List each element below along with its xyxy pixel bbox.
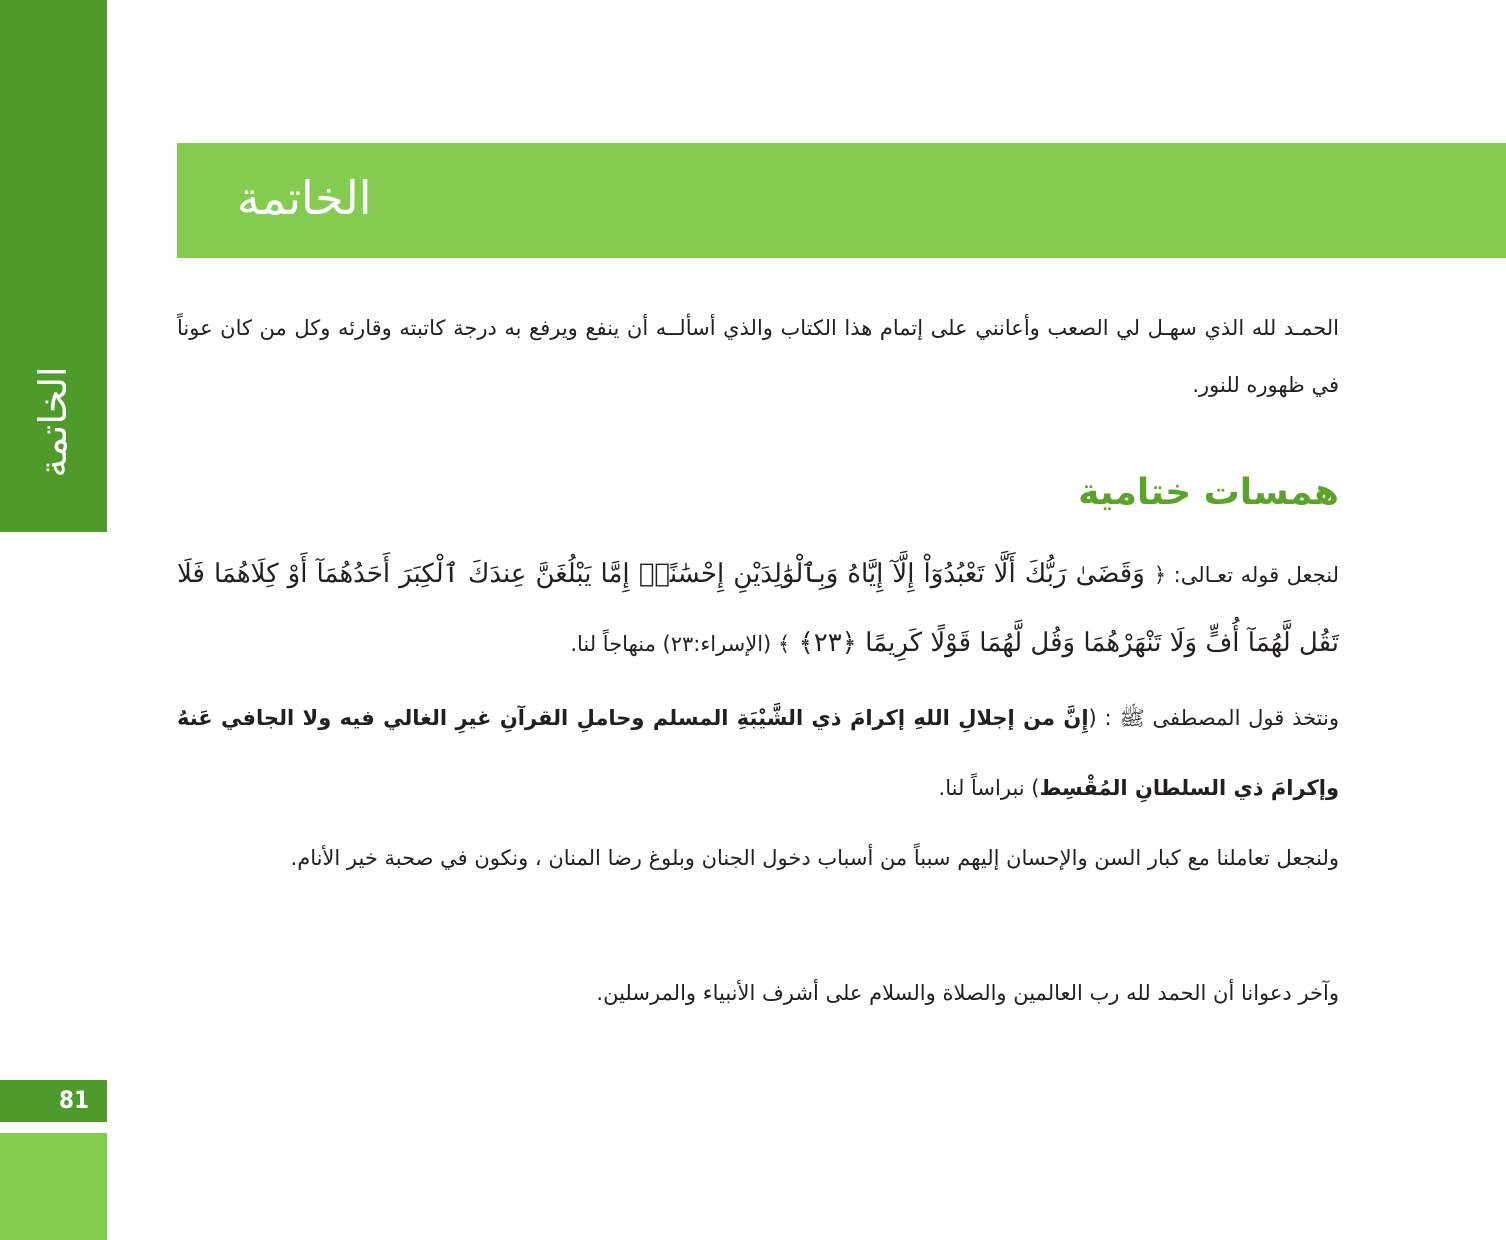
hadith-lead-in: ونتخذ قول المصطفى ﷺ : ( [1088, 706, 1339, 730]
closing-text: وآخر دعوانا أن الحمد لله رب العالمين والصلاة والسلام على أشرف الأنبياء والمرسلين. [596, 981, 1339, 1005]
hadith-closing: ) نبراساً لنا. [938, 776, 1040, 800]
verse-paragraph-text [177, 540, 1339, 678]
hadith-quote: إِنَّ من إجلالِ اللهِ إكرامَ ذي الشَّيْبَةِ المسلم وحاملِ القرآنِ غيرِ الغالي فيه ولا الجافي عَنهُ وإكرامَ ذي السلطانِ المُقْسِط [177, 706, 1339, 800]
side-tab-label: الخاتمة [31, 366, 75, 478]
page-title: الخاتمة [237, 171, 372, 225]
section-subheading: همسات ختامية [1078, 472, 1339, 513]
verse-closing: ﴾ (الإسراء:٢٣) منهاجاً لنا. [570, 632, 791, 656]
intro-paragraph [177, 300, 1339, 414]
elders-paragraph [177, 823, 1339, 893]
hadith-paragraph [177, 683, 1339, 823]
title-band [177, 143, 1506, 258]
verse-paragraph [177, 540, 1339, 678]
page-number: 81 [58, 1086, 89, 1114]
intro-text: الحمـد لله الذي سهـل لي الصعب وأعانني على إتمام هذا الكتاب والذي أسألــه أن ينفع ويرفع به درجة كاتبته وقارئه وكل من كان عوناً في ظهوره للنور. [177, 316, 1339, 397]
elders-text: ولنجعل تعاملنا مع كبار السن والإحسان إليهم سبباً من أسباب دخول الجنان وبلوغ رضا المنان ، ونكون في صحبة خير الأنام. [290, 846, 1339, 870]
side-tab [0, 0, 107, 532]
page-number-box [0, 1080, 107, 1122]
hadith-paragraph-text [177, 683, 1339, 823]
closing-paragraph [177, 965, 1339, 1022]
bottom-decorative-band [0, 1133, 107, 1240]
verse-lead-in: لنجعل قوله تعـالى: ﴿ [1153, 563, 1339, 587]
quran-verse: وَقَضَىٰ رَبُّكَ أَلَّا تَعْبُدُوٓاْ إِلَّآ إِيَّاهُ وَبِٱلْوَٰلِدَيْنِ إِحْسَٰنًاۚ إِمَّا يَبْلُغَنَّ عِندَكَ ٱلْكِبَرَ أَحَدُهُمَآ أَوْ كِلَاهُمَا فَلَا تَقُل لَّهُمَآ أُفٍّ وَلَا تَنْهَرْهُمَا وَقُل لَّهُمَا قَوْلًا كَرِيمًا ﴿٢٣﴾ [177, 559, 1339, 658]
